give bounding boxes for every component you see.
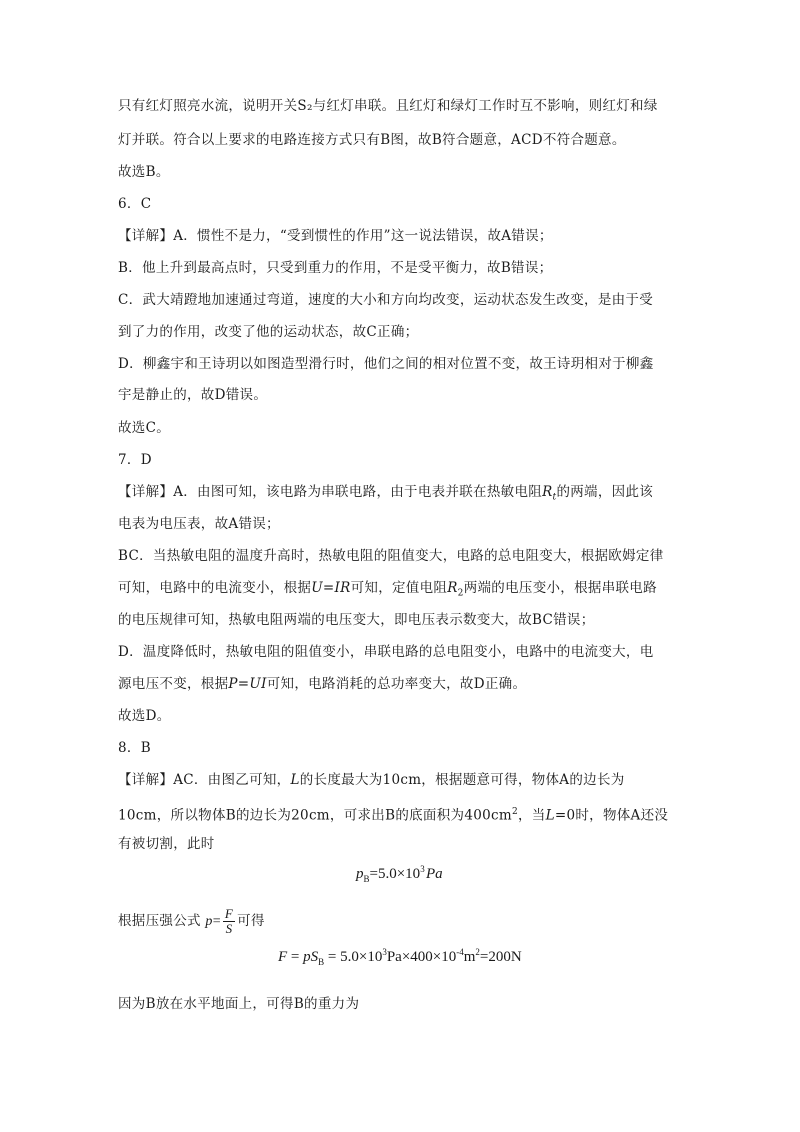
equation-force [278, 947, 522, 967]
variable: R [542, 484, 553, 500]
variable: F [278, 949, 288, 965]
text-line [118, 162, 678, 182]
text-span: 电表为电压表，故A错误； [118, 516, 280, 532]
answer-number [118, 450, 678, 470]
text-span: 的长度最大为10cm，根据题意可得，物体A的边长为 [299, 772, 625, 788]
unit: m [463, 949, 476, 965]
unit: Pa [425, 866, 443, 882]
variable: p [356, 866, 364, 882]
text-span: 只有红灯照亮水流，说明开关S₂与红灯串联。且红灯和绿灯工作时互不影响，则红灯和绿 [118, 98, 658, 114]
text-line [118, 290, 678, 310]
text-span: 故选D。 [118, 708, 171, 724]
variable: P=UI [228, 676, 267, 692]
text-line [118, 226, 678, 246]
variable: p [303, 949, 311, 965]
fraction-denominator: S [225, 921, 233, 936]
text-line [118, 354, 678, 374]
text-span: =0时，物体A还没 [554, 807, 669, 824]
text-line [118, 418, 678, 438]
text-span: 两端的电压变小，根据串联电路 [463, 580, 657, 596]
text-span: C．武大靖蹬地加速通过弯道，速度的大小和方向均改变，运动状态发生改变，是由于受 [118, 292, 654, 308]
variable: U=IR [311, 580, 351, 596]
answer-number [118, 194, 678, 214]
subscript: B [318, 957, 325, 967]
text-line [118, 834, 678, 854]
equation-text: =200N [479, 949, 522, 965]
text-span: 【详解】A．由图可知，该电路为串联电路，由于电表并联在热敏电阻 [118, 484, 543, 500]
variable: R [447, 580, 458, 596]
subscript: t [552, 492, 557, 503]
text-span: 根据压强公式 [118, 913, 201, 929]
equation-text: =5.0×10 [369, 866, 421, 882]
text-span: 10cm，所以物体B的边长为20cm，可求出B的底面积为400cm [118, 807, 512, 824]
text-line [118, 994, 678, 1014]
text-line [118, 96, 678, 116]
superscript: 3 [420, 864, 425, 874]
text-line [118, 706, 678, 726]
superscript: 2 [511, 807, 518, 817]
text-span: 的两端，因此该 [556, 484, 654, 500]
text-line [118, 482, 678, 508]
text-span: 到了力的作用，改变了他的运动状态，故C正确； [118, 324, 419, 340]
text-line [118, 130, 678, 150]
text-line [118, 802, 678, 826]
text-span: 可知，定值电阻 [350, 580, 448, 596]
answer-number [118, 738, 678, 758]
variable: S [310, 949, 319, 965]
equation-text: = [287, 949, 304, 965]
text-span: 源电压不变，根据 [118, 676, 229, 692]
text-line [118, 674, 678, 694]
text-span: B．他上升到最高点时，只受到重力的作用，不是受平衡力，故B错误； [118, 260, 553, 276]
text-span: 有被切割，此时 [118, 836, 215, 852]
text-span: 【详解】A．惯性不是力，“受到惯性的作用”这一说法错误，故A错误； [118, 228, 553, 244]
variable: L [290, 772, 300, 788]
text-line [118, 546, 678, 566]
superscript: -4 [456, 947, 464, 957]
fraction-numerator: F [224, 906, 234, 921]
text-line [118, 642, 678, 662]
text-span: BC．当热敏电阻的温度升高时，热敏电阻的阻值变大，电路的总电阻变大，根据欧姆定律 [118, 548, 664, 564]
text-span: ，当 [517, 807, 546, 824]
text-span: 故选C。 [118, 420, 171, 436]
fraction [223, 907, 235, 936]
text-span: 7．D [118, 452, 152, 468]
text-line [118, 258, 678, 278]
text-line [118, 322, 678, 342]
superscript: 2 [475, 947, 480, 957]
text-span: 可得 [237, 913, 265, 929]
text-span: 可知，电路消耗的总功率变大，故D正确。 [266, 676, 527, 692]
text-span: D．柳鑫宇和王诗玥以如图造型滑行时，他们之间的相对位置不变，故王诗玥相对于柳鑫 [118, 356, 654, 372]
equation-pressure-b [356, 864, 443, 884]
text-line [118, 578, 678, 604]
equation-text: = 5.0×10 [324, 949, 383, 965]
text-span: D．温度降低时，热敏电阻的阻值变小，串联电路的总电阻变小，电路中的电流变大，电 [118, 644, 654, 660]
text-line [118, 385, 678, 405]
text-line [118, 610, 678, 630]
subscript: 2 [457, 588, 464, 599]
text-span: 8．B [118, 740, 151, 756]
text-span: 的电压规律可知，热敏电阻两端的电压变大，即电压表示数变大，故BC错误； [118, 612, 595, 628]
text-span: 【详解】AC．由图乙可知， [118, 772, 291, 788]
text-line [118, 904, 678, 938]
text-line [118, 770, 678, 790]
text-span: 因为B放在水平地面上，可得B的重力为 [118, 996, 360, 1012]
variable: L [545, 807, 555, 824]
equation-text: = [212, 914, 221, 929]
equation-text: Pa×400×10 [386, 949, 457, 965]
subscript: B [363, 874, 370, 884]
variable: p [205, 914, 213, 929]
text-span: 灯并联。符合以上要求的电路连接方式只有B图，故B符合题意，ACD不符合题意。 [118, 132, 626, 148]
text-span: 6．C [118, 196, 152, 212]
text-line [118, 514, 678, 534]
superscript: 3 [382, 947, 387, 957]
text-span: 故选B。 [118, 164, 170, 180]
text-span: 可知，电路中的电流变小，根据 [118, 580, 312, 596]
text-span: 宇是静止的，故D错误。 [118, 387, 268, 403]
